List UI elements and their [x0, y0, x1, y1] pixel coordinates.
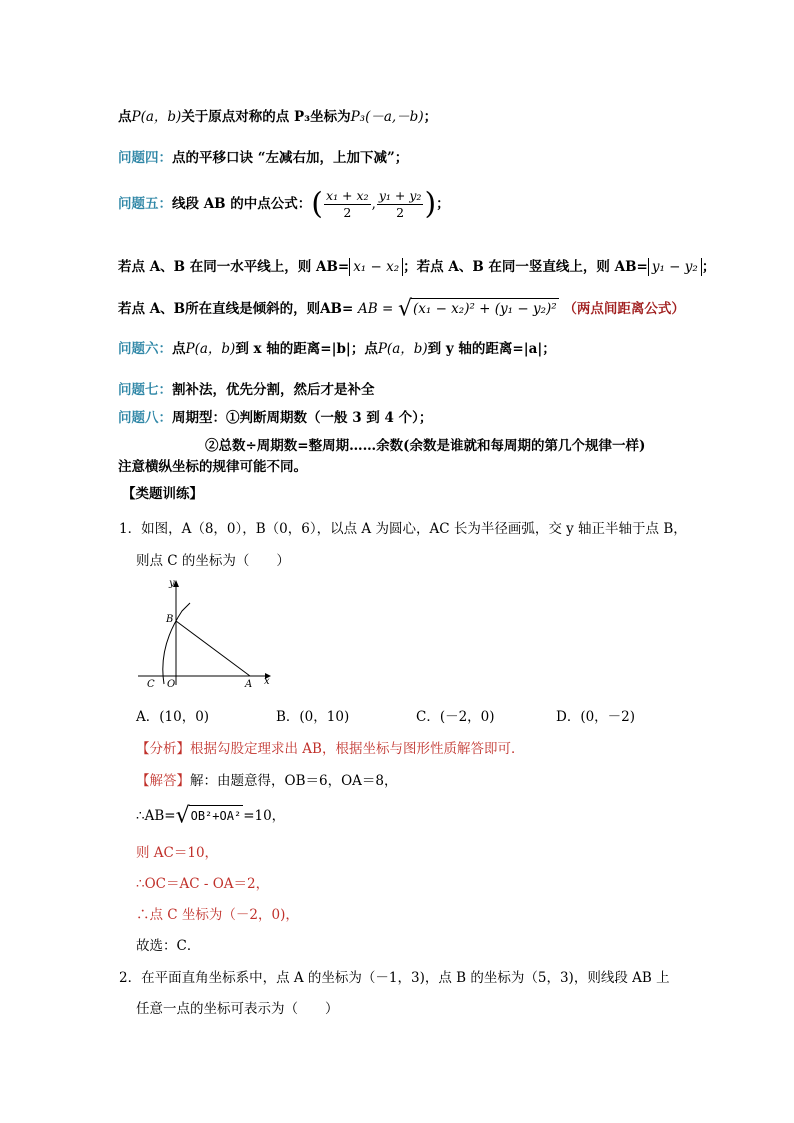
- problem-label: 问题四：: [118, 150, 172, 166]
- p1-solution: [136, 771, 397, 791]
- numerator: x₁ + x₂: [326, 188, 369, 203]
- paren-left: (: [311, 186, 324, 222]
- abs-expr: y₁ − y₂: [648, 258, 702, 276]
- problem-label: 问题六：: [118, 341, 172, 357]
- fraction-y: [377, 188, 424, 221]
- p1-step5: [136, 936, 200, 956]
- abs-expr: x₁ − x₂: [349, 258, 403, 276]
- problem-seven: [118, 380, 375, 400]
- problem-label: 问题八：: [118, 410, 172, 426]
- option-b[interactable]: B．(0，10): [276, 709, 350, 725]
- label-y: y: [169, 578, 175, 589]
- radicand: (x₁ − x₂)² + (y₁ − y₂)²: [411, 298, 559, 319]
- p2-stem-line2: [136, 999, 339, 1019]
- analysis-label: 【分析】: [136, 741, 190, 757]
- option-a[interactable]: A．(10，0): [136, 709, 210, 725]
- text: 若点 A、B所在直线是倾斜的，则AB=: [118, 301, 354, 317]
- p2-stem-line1: [119, 968, 670, 988]
- p1-options: [136, 707, 635, 727]
- problem-eight-cont: [205, 436, 645, 456]
- question-text: 任意一点的坐标可表示为（ ）: [136, 1001, 339, 1017]
- radical-sign: √: [397, 296, 412, 322]
- comma: ,: [371, 196, 376, 212]
- problem-eight: [118, 408, 432, 428]
- numerator: y₁ + y₂: [378, 188, 422, 203]
- step-text: ∴OC＝AC - OA＝2，: [136, 876, 270, 892]
- denominator: 2: [396, 205, 405, 220]
- solution-label: 【解答】: [136, 773, 190, 789]
- point-expr: P(a，b): [131, 109, 182, 125]
- problem-five: [118, 186, 450, 222]
- label-o: O: [167, 679, 176, 689]
- text: ；: [701, 259, 716, 275]
- problem-label: 问题五：: [118, 196, 172, 212]
- segment-ab: [176, 621, 250, 676]
- text: ；: [436, 196, 450, 212]
- label-a: A: [245, 679, 253, 689]
- problem-text: ②总数÷周期数=整周期……余数(余数是谁就和每周期的第几个规律一样): [205, 438, 646, 454]
- step-text: ∴点 C 坐标为（－2，0)，: [136, 907, 299, 923]
- problem-text: 线段 AB 的中点公式：: [172, 196, 312, 212]
- question-text: 2．在平面直角坐标系中，点 A 的坐标为（－1，3)，点 B 的坐标为（5，3)，则线段 AB 上: [119, 970, 670, 986]
- p1-step1: [136, 805, 285, 827]
- problem-text: 割补法，优先分割，然后才是补全: [172, 382, 375, 398]
- radicand: OB²+OA²: [189, 805, 244, 826]
- section-heading: [122, 484, 203, 504]
- p1-analysis: [136, 739, 524, 759]
- formula-note: （两点间距离公式）: [563, 301, 685, 317]
- problem-eight-note: [118, 457, 307, 477]
- p1-stem-line1: [119, 519, 687, 539]
- distance-axis-line: [118, 257, 715, 277]
- distance-formula-line: [118, 298, 685, 320]
- problem-text: 点的平移口诀 “左减右加，上加下减”；: [172, 150, 409, 166]
- question-text: 则点 C 的坐标为（ ）: [136, 553, 290, 569]
- text: ；: [423, 109, 438, 125]
- text: 关于原点对称的点 P₃坐标为: [181, 109, 351, 125]
- section-title: 【类题训练】: [122, 486, 203, 502]
- problem-text: 周期型：①判断周期数（一般 3 到 4 个）；: [172, 410, 433, 426]
- p1-step3: [136, 874, 269, 894]
- option-d[interactable]: D．(0，－2): [556, 709, 636, 725]
- symmetric-point-expr: P₃(－a,－b): [350, 109, 424, 125]
- question-text: 1．如图，A（8，0），B（0，6），以点 A 为圆心，AC 长为半径画弧，交 y 轴正半轴于点 B，: [119, 521, 687, 537]
- step-text: 故选：C．: [136, 938, 201, 954]
- label-b: B: [166, 614, 174, 625]
- step-text: 则 AC＝10，: [136, 845, 219, 861]
- step-text: ∴AB=: [136, 808, 176, 824]
- problem-label: 问题七：: [118, 382, 172, 398]
- label-x: x: [264, 676, 270, 687]
- text: ；若点 A、B 在同一竖直线上，则 AB=: [403, 259, 648, 275]
- label-c: C: [147, 679, 155, 689]
- text: 若点 A、B 在同一水平线上，则 AB=: [118, 259, 350, 275]
- step-text: =10，: [243, 808, 286, 824]
- solution-text: 解：由题意得，OB＝6，OA＝8，: [190, 773, 398, 789]
- radical-sign: √: [175, 803, 190, 829]
- text: 到 y 轴的距离=|a|；: [427, 341, 556, 357]
- p1-stem-line2: [136, 551, 290, 571]
- geometry-figure: [134, 577, 279, 689]
- problem-four: [118, 148, 408, 168]
- point-expr: P(a，b): [185, 341, 236, 357]
- problem-text: 注意横纵坐标的规律可能不同。: [118, 459, 307, 475]
- problem-six: [118, 339, 556, 359]
- symmetry-line: [118, 107, 437, 127]
- text: 点: [118, 109, 132, 125]
- analysis-text: 根据勾股定理求出 AB，根据坐标与图形性质解答即可．: [190, 741, 525, 757]
- p1-step4: [136, 905, 299, 925]
- point-expr: P(a，b): [377, 341, 428, 357]
- formula-lhs: AB =: [357, 301, 394, 317]
- fraction-x: [324, 188, 371, 221]
- denominator: 2: [343, 205, 352, 220]
- paren-right: ): [424, 186, 437, 222]
- option-c[interactable]: C．(－2，0): [416, 709, 495, 725]
- text: 到 x 轴的距离=|b|；点: [235, 341, 378, 357]
- text: 点: [172, 341, 186, 357]
- p1-step2: [136, 843, 218, 863]
